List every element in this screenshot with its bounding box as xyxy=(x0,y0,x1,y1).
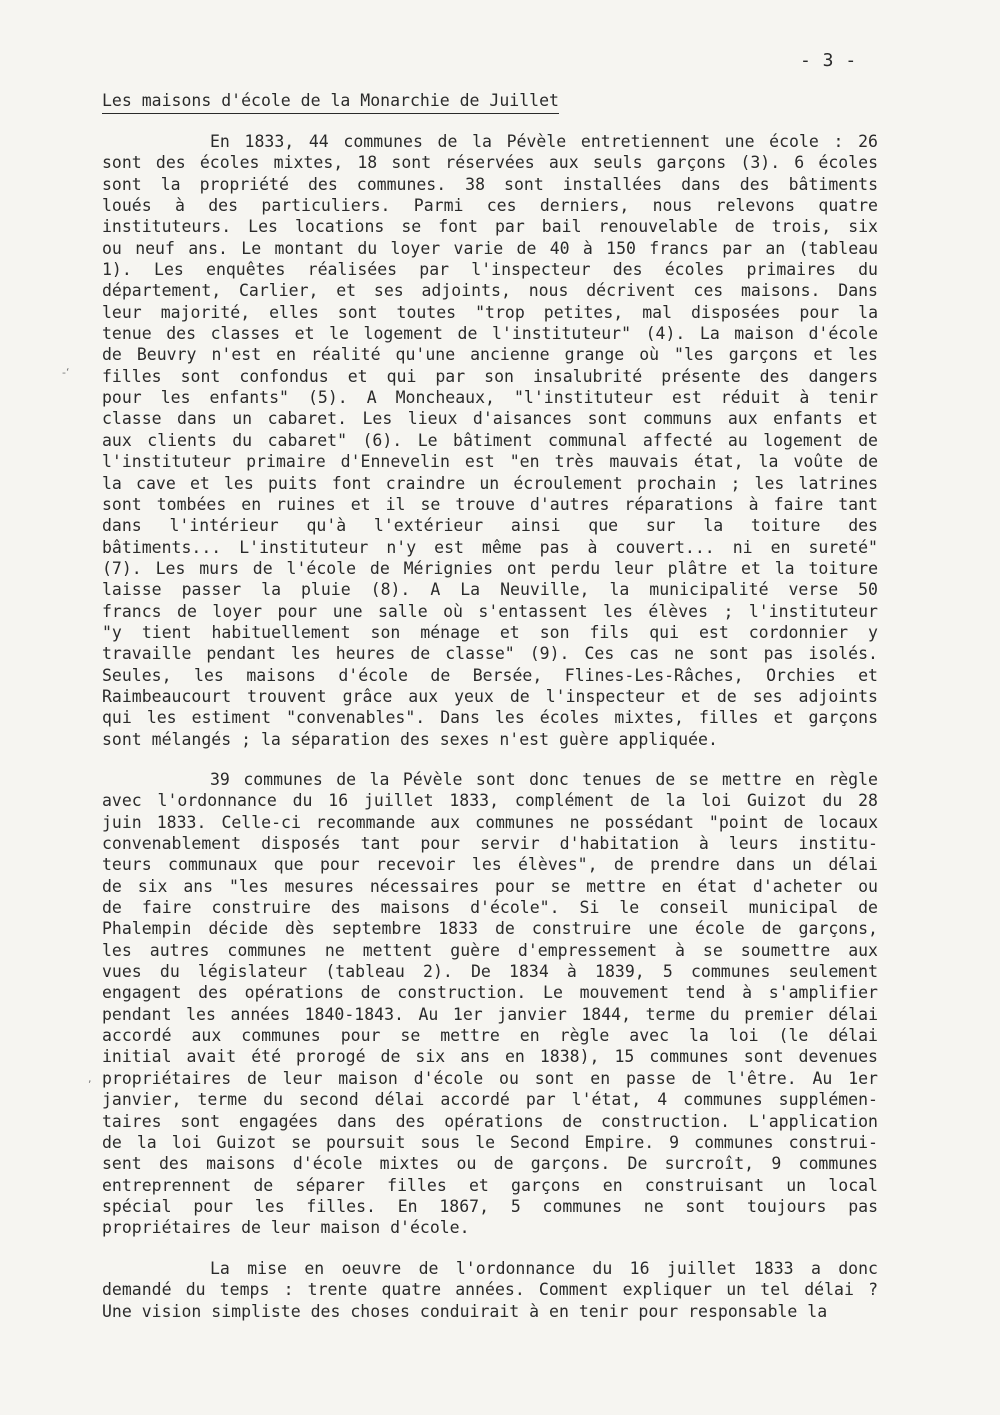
text-line: leur majorité, elles sont toutes "trop petites, mal disposées pour la xyxy=(102,302,878,322)
text-line: propriétaires de leur maison d'école ou sont en passe de l'être. Au 1er xyxy=(102,1068,878,1088)
margin-mark: , xyxy=(88,1072,92,1085)
text-line: entreprennent de séparer filles et garçons en construisant un local xyxy=(102,1175,878,1195)
text-line: demandé du temps : trente quatre années. Comment expliquer un tel délai ? xyxy=(102,1280,878,1300)
text-line: département, Carlier, et ses adjoints, nous décrivent ces maisons. Dans xyxy=(102,281,878,301)
text-line: de Beuvry n'est en réalité qu'une ancienne grange où "les garçons et les xyxy=(102,345,878,365)
paragraph-2 xyxy=(102,769,878,1239)
text-line: tenue des classes et le logement de l'instituteur" (4). La maison d'école xyxy=(102,324,878,344)
page-number: - 3 - xyxy=(800,50,857,71)
text-line: accordé aux communes pour se mettre en règle avec la loi (le délai xyxy=(102,1026,878,1046)
text-line: pour les enfants" (5). A Moncheaux, "l'instituteur est réduit à tenir xyxy=(102,388,878,408)
text-line: Raimbeaucourt trouvent grâce aux yeux de l'inspecteur et de ses adjoints xyxy=(102,686,878,706)
text-line: de six ans "les mesures nécessaires pour se mettre en état d'acheter ou xyxy=(102,876,878,896)
text-line: sont la propriété des communes. 38 sont installées dans des bâtiments xyxy=(102,174,878,194)
text-line: la cave et les puits font craindre un écroulement prochain ; les latrines xyxy=(102,473,878,493)
text-line: sent des maisons d'école mixtes ou de garçons. De surcroît, 9 communes xyxy=(102,1154,878,1174)
text-line: bâtiments... L'instituteur n'y est même pas à couvert... ni en sureté" xyxy=(102,537,878,557)
text-line: 39 communes de la Pévèle sont donc tenues de se mettre en règle xyxy=(210,770,878,789)
text-line: 1). Les enquêtes réalisées par l'inspecteur des écoles primaires du xyxy=(102,260,878,280)
text-line: La mise en oeuvre de l'ordonnance du 16 juillet 1833 a donc xyxy=(210,1259,878,1278)
text-line: vues du législateur (tableau 2). De 1834 à 1839, 5 communes seulement xyxy=(102,962,878,982)
text-line: l'instituteur primaire d'Ennevelin est "en très mauvais état, la voûte de xyxy=(102,452,878,472)
text-line: propriétaires de leur maison d'école. xyxy=(102,1218,470,1238)
text-line: janvier, terme du second délai accordé par l'état, 4 communes supplémen- xyxy=(102,1090,878,1110)
text-line: de faire construire des maisons d'école". Si le conseil municipal de xyxy=(102,898,878,918)
text-line: sont mélangés ; la séparation des sexes n'est guère appliquée. xyxy=(102,729,718,749)
text-line: Seules, les maisons d'école de Bersée, Flines-Les-Râches, Orchies et xyxy=(102,665,878,685)
text-line: pendant les années 1840-1843. Au 1er janvier 1844, terme du premier délai xyxy=(102,1004,878,1024)
text-line: ou neuf ans. Le montant du loyer varie de 40 à 150 francs par an (tableau xyxy=(102,238,878,258)
paragraph-3 xyxy=(102,1258,878,1322)
text-line: (7). Les murs de l'école de Mérignies ont perdu leur plâtre et la toiture xyxy=(102,558,878,578)
text-line: classe dans un cabaret. Les lieux d'aisances sont communs aux enfants et xyxy=(102,409,878,429)
text-line: taires sont engagées dans des opérations de construction. L'application xyxy=(102,1111,878,1131)
margin-mark: -‘ xyxy=(62,366,70,379)
text-line: En 1833, 44 communes de la Pévèle entretiennent une école : 26 xyxy=(210,132,878,151)
text-line: de la loi Guizot se poursuit sous le Second Empire. 9 communes construi- xyxy=(102,1132,878,1152)
text-line: Une vision simpliste des choses conduirait à en tenir pour responsable la xyxy=(102,1301,828,1321)
text-line: qui les estiment "convenables". Dans les écoles mixtes, filles et garçons xyxy=(102,708,878,728)
text-line: filles sont confondus et qui par son insalubrité présente des dangers xyxy=(102,366,878,386)
text-line: engagent des opérations de construction. Le mouvement tend à s'amplifier xyxy=(102,983,878,1003)
text-line: loués à des particuliers. Parmi ces derniers, nous relevons quatre xyxy=(102,196,878,216)
text-line: "y tient habituellement son ménage et son fils qui est cordonnier y xyxy=(102,622,878,642)
text-line: juin 1833. Celle-ci recommande aux communes ne possédant "point de locaux xyxy=(102,812,878,832)
text-line: sont tombées en ruines et il se trouve d'autres réparations à faire tant xyxy=(102,494,878,514)
text-line: teurs communaux que pour recevoir les élèves", de prendre dans un délai xyxy=(102,855,878,875)
text-line: spécial pour les filles. En 1867, 5 communes ne sont toujours pas xyxy=(102,1196,878,1216)
text-line: Phalempin décide dès septembre 1833 de construire une école de garçons, xyxy=(102,919,878,939)
text-line: instituteurs. Les locations se font par bail renouvelable de trois, six xyxy=(102,217,878,237)
text-line: dans l'intérieur qu'à l'extérieur ainsi que sur la toiture des xyxy=(102,516,878,536)
text-line: avec l'ordonnance du 16 juillet 1833, complément de la loi Guizot du 28 xyxy=(102,791,878,811)
section-heading: Les maisons d'école de la Monarchie de Juillet xyxy=(102,90,559,114)
paragraph-1 xyxy=(102,131,878,750)
text-line: sont des écoles mixtes, 18 sont réservées aux seuls garçons (3). 6 écoles xyxy=(102,153,878,173)
text-line: travaille pendant les heures de classe" (9). Ces cas ne sont pas isolés. xyxy=(102,644,878,664)
text-line: les autres communes ne mettent guère d'empressement à se soumettre aux xyxy=(102,940,878,960)
text-line: francs de loyer pour une salle où s'entassent les élèves ; l'instituteur xyxy=(102,601,878,621)
text-line: aux clients du cabaret" (6). Le bâtiment communal affecté au logement de xyxy=(102,430,878,450)
text-line: laisse passer la pluie (8). A La Neuville, la municipalité verse 50 xyxy=(102,580,878,600)
text-line: initial avait été prorogé de six ans en 1838), 15 communes sont devenues xyxy=(102,1047,878,1067)
text-line: convenablement disposés tant pour servir d'habitation à leurs institu- xyxy=(102,834,878,854)
